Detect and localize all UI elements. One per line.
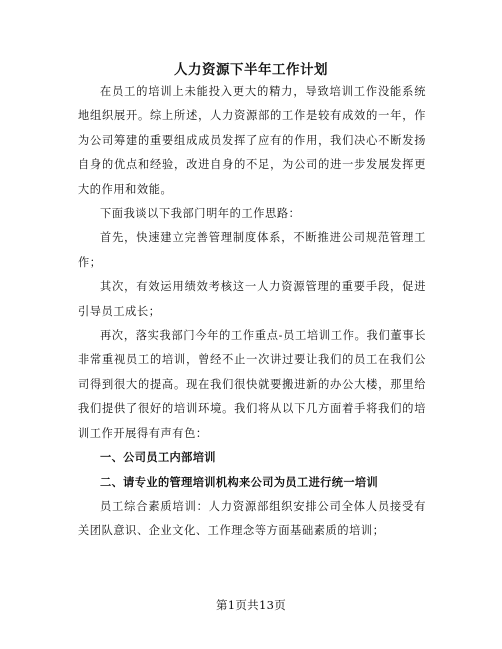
document-title: 人力资源下半年工作计划 — [174, 62, 328, 78]
paragraph-second: 其次，有效运用绩效考核这一人力资源管理的重要手段，促进引导员工成长； — [78, 280, 426, 318]
paragraph-first: 首先，快速建立完善管理制度体系，不断推进公司规范管理工作； — [78, 231, 426, 269]
paragraph-intro: 在员工的培训上未能投入更大的精力，导致培训工作没能系统地组织展开。综上所述，人力资源部的工作是较有成效的一年，作为公司筹建的重要组成成员发挥了应有的作用，我们决心不断发扬自身的优点和经验，改进自身的不足，为公司的进一步发展发挥更大的作用和效能。 — [78, 85, 426, 196]
paragraph-plan-intro: 下面我谈以下我部门明年的工作思路： — [100, 207, 301, 221]
paragraph-quality-training: 员工综合素质培训：人力资源部组织安排公司全体人员接受有关团队意识、企业文化、工作理念等方面基础素质的培训； — [78, 499, 426, 538]
document-body — [78, 80, 426, 544]
paragraph-third: 再次，落实我部门今年的工作重点-员工培训工作。我们董事长非常重视员工的培训，曾经不止一次讲过要让我们的员工在我们公司得到很大的提高。现在我们很快就要搬进新的办公大楼，那里给我们提供了很好的培训环境。我们将从以下几方面着手将我们的培训工作开展得有声有色： — [78, 329, 426, 440]
section-heading-external-training: 二、请专业的管理培训机构来公司为员工进行统一培训 — [100, 475, 379, 489]
page-number: 第1页共13页 — [215, 598, 287, 612]
section-heading-internal-training: 一、公司员工内部培训 — [100, 451, 216, 465]
